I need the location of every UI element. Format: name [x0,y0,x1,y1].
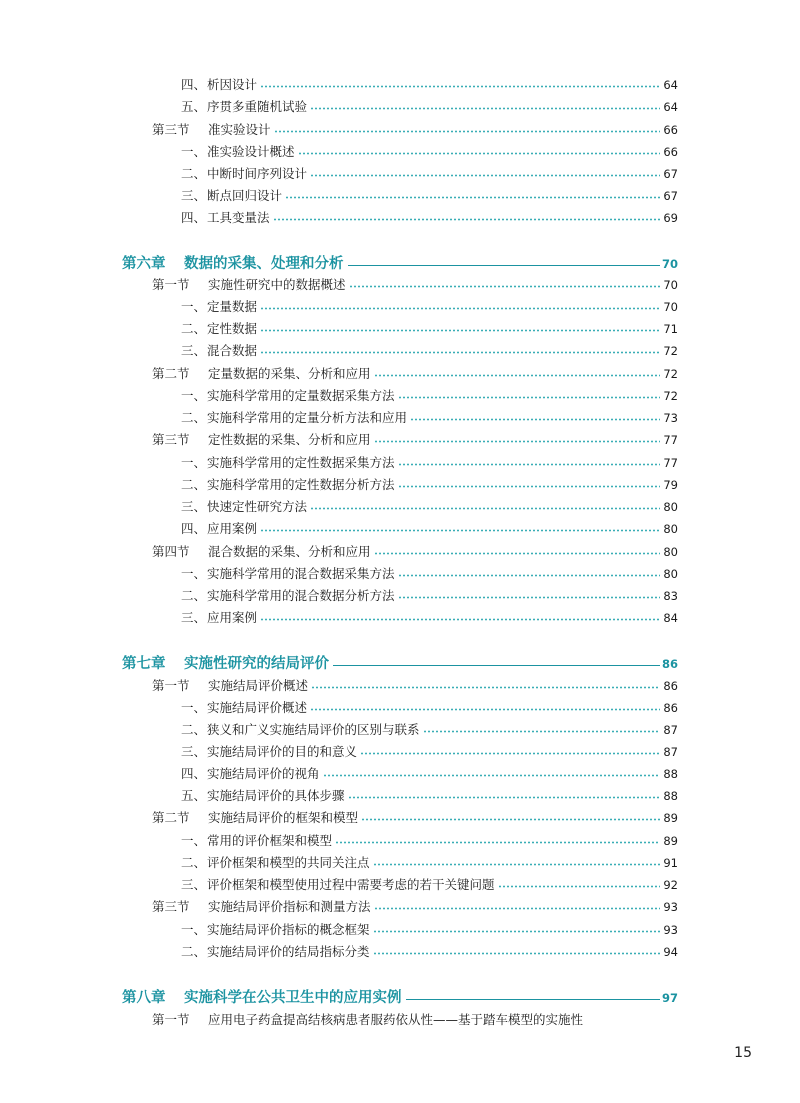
toc-number: 第八章 [122,990,166,1006]
toc-title: 定性数据的采集、分析和应用 [208,432,371,447]
toc-item[interactable] [181,452,678,474]
toc-leader-dots [374,907,661,910]
toc-item[interactable] [181,607,678,629]
toc-page-number: 97 [661,991,678,1005]
toc-leader-dots [260,307,660,310]
toc-leader-dots [361,818,660,821]
toc-leader-dots [310,174,660,177]
toc-leader-dots [273,218,661,221]
toc-page-number: 93 [663,900,678,914]
toc-item[interactable] [181,141,678,163]
toc-title: 实施结局评价概述 [207,700,308,715]
toc-number: 一、 [181,455,207,470]
toc-title: 实施结局评价指标和测量方法 [208,899,371,914]
toc-number: 第三节 [152,899,190,914]
toc-page-number: 66 [663,123,678,137]
toc-number: 第三节 [152,122,190,137]
toc-number: 第四节 [152,544,190,559]
toc-leader-dots [348,265,660,266]
toc-number: 二、 [181,944,207,959]
toc-page-number: 86 [661,657,678,671]
toc-number: 二、 [181,588,207,603]
toc-title: 实施科学常用的定性数据采集方法 [207,455,395,470]
toc-page-number: 77 [663,456,678,470]
toc-item[interactable] [181,318,678,340]
toc-item[interactable] [181,741,678,763]
toc-leader-dots [374,552,661,555]
page-number: 15 [734,1045,752,1061]
toc-item[interactable] [181,185,678,207]
toc-title: 定量数据 [207,299,258,314]
toc-title: 评价框架和模型使用过程中需要考虑的若干关键问题 [207,877,495,892]
toc-number: 第二节 [152,810,190,825]
toc-page-number: 83 [663,589,678,603]
toc-number: 三、 [181,877,207,892]
toc-number: 第二节 [152,366,190,381]
toc-number: 三、 [181,499,207,514]
toc-title: 实施科学常用的定性数据分析方法 [207,477,395,492]
toc-title: 实施结局评价的框架和模型 [208,810,359,825]
toc-page-number: 80 [663,500,678,514]
toc-page-number: 92 [663,878,678,892]
toc-leader-dots [333,665,660,666]
toc-page-number: 80 [663,567,678,581]
toc-leader-dots [260,85,660,88]
toc-leader-dots [323,774,661,777]
toc-title: 实施科学在公共卫生中的应用实例 [184,990,402,1006]
toc-leader-dots [260,351,660,354]
toc-leader-dots [310,107,660,110]
toc-leader-dots [374,374,661,377]
toc-item[interactable] [181,518,678,540]
toc-number: 四、 [181,77,207,92]
toc-item[interactable] [181,852,678,874]
toc-item[interactable] [181,697,678,719]
toc-page-number: 70 [663,278,678,292]
toc-title: 准实验设计概述 [207,144,295,159]
toc-title: 实施科学常用的定量数据采集方法 [207,388,395,403]
toc-page-number: 69 [663,211,678,225]
toc-number: 四、 [181,210,207,225]
toc-section[interactable] [152,807,678,829]
toc-page-number: 89 [663,811,678,825]
toc-page-number: 89 [663,834,678,848]
toc-item[interactable] [181,163,678,185]
toc-leader-dots [423,730,661,733]
toc-section[interactable] [152,429,678,451]
toc-title: 应用案例 [207,521,258,536]
toc-number: 三、 [181,744,207,759]
toc-title: 序贯多重随机试验 [207,99,308,114]
toc-leader-dots [406,999,660,1000]
toc-page-number: 70 [663,300,678,314]
toc-chapter[interactable] [122,651,678,677]
toc-leader-dots [410,418,660,421]
toc-page-number: 84 [663,611,678,625]
toc-number: 一、 [181,566,207,581]
toc-page-number: 64 [663,78,678,92]
toc-page-number: 91 [663,856,678,870]
toc-page-number: 86 [663,679,678,693]
toc-page-number: 87 [663,745,678,759]
toc-number: 二、 [181,855,207,870]
toc-leader-dots [260,529,660,532]
toc-leader-dots [398,396,661,399]
toc-leader-dots [349,285,661,288]
toc-title: 实施结局评价概述 [208,678,309,693]
toc-page-number: 72 [663,344,678,358]
toc-leader-dots [310,507,660,510]
toc-title: 快速定性研究方法 [207,499,308,514]
toc-item[interactable] [181,785,678,807]
toc-number: 第三节 [152,432,190,447]
toc-title: 实施科学常用的混合数据分析方法 [207,588,395,603]
toc-page-number: 73 [663,411,678,425]
toc-leader-dots [398,463,661,466]
toc-title: 应用案例 [207,610,258,625]
toc-number: 第一节 [152,678,190,693]
toc-number: 三、 [181,188,207,203]
toc-leader-dots [348,796,661,799]
toc-title: 中断时间序列设计 [207,166,308,181]
toc-number: 二、 [181,477,207,492]
toc-section[interactable] [152,675,678,697]
toc-item[interactable] [181,874,678,896]
toc-item[interactable] [181,296,678,318]
toc-title: 常用的评价框架和模型 [207,833,333,848]
toc-number: 二、 [181,321,207,336]
toc-leader-dots [398,574,661,577]
toc-page-number: 94 [663,945,678,959]
toc-chapter[interactable] [122,985,678,1011]
toc-title: 定性数据 [207,321,258,336]
toc-leader-dots [360,752,660,755]
toc-number: 五、 [181,788,207,803]
toc-number: 第七章 [122,656,166,672]
toc-section[interactable] [152,119,678,141]
toc-title: 断点回归设计 [207,188,283,203]
toc-number: 一、 [181,833,207,848]
toc-leader-dots [398,596,661,599]
toc-page-number: 86 [663,701,678,715]
toc-page-number: 72 [663,389,678,403]
toc-number: 一、 [181,922,207,937]
toc-page-number: 80 [663,522,678,536]
toc-leader-dots [374,440,661,443]
toc-title: 实施结局评价的结局指标分类 [207,944,370,959]
toc-title: 实施性研究中的数据概述 [208,277,346,292]
toc-number: 二、 [181,166,207,181]
toc-item[interactable] [181,385,678,407]
toc-number: 一、 [181,144,207,159]
toc-title: 析因设计 [207,77,258,92]
toc-page-number: 77 [663,433,678,447]
toc-title: 数据的采集、处理和分析 [184,256,344,272]
toc-title: 狭义和广义实施结局评价的区别与联系 [207,722,420,737]
toc-number: 三、 [181,343,207,358]
toc-item[interactable] [181,474,678,496]
toc-item[interactable] [181,563,678,585]
toc-item[interactable] [181,585,678,607]
toc-title: 工具变量法 [207,210,270,225]
toc-leader-dots [310,708,660,711]
toc-leader-dots [274,130,661,133]
toc-title: 定量数据的采集、分析和应用 [208,366,371,381]
toc-item[interactable] [181,496,678,518]
toc-number: 二、 [181,722,207,737]
toc-title: 应用电子药盒提高结核病患者服药依从性——基于踏车模型的实施性 [208,1012,584,1027]
toc-page-number: 67 [663,189,678,203]
toc-title: 实施结局评价指标的概念框架 [207,922,370,937]
toc-section[interactable] [152,1009,650,1031]
toc-item[interactable] [181,719,678,741]
toc-leader-dots [373,952,661,955]
toc-leader-dots [373,863,661,866]
toc-page-number: 64 [663,100,678,114]
toc-item[interactable] [181,919,678,941]
toc-section[interactable] [152,541,678,563]
toc-leader-dots [311,686,660,689]
toc-number: 第一节 [152,1012,190,1027]
toc-item[interactable] [181,941,678,963]
toc-item[interactable] [181,763,678,785]
toc-leader-dots [498,885,661,888]
toc-item[interactable] [181,830,678,852]
toc-title: 评价框架和模型的共同关注点 [207,855,370,870]
toc-number: 三、 [181,610,207,625]
toc-title: 实施性研究的结局评价 [184,656,329,672]
toc-title: 实施结局评价的视角 [207,766,320,781]
toc-leader-dots [373,930,661,933]
toc-title: 实施科学常用的定量分析方法和应用 [207,410,408,425]
toc-section[interactable] [152,274,678,296]
toc-leader-dots [398,485,661,488]
toc-number: 一、 [181,700,207,715]
toc-page-number: 80 [663,545,678,559]
toc-title: 实施科学常用的混合数据采集方法 [207,566,395,581]
toc-item[interactable] [181,407,678,429]
toc-number: 第六章 [122,256,166,272]
toc-page-number: 70 [661,257,678,271]
toc-number: 二、 [181,410,207,425]
toc-title: 准实验设计 [208,122,271,137]
toc-page-number: 71 [663,322,678,336]
toc-number: 四、 [181,521,207,536]
toc-leader-dots [298,152,661,155]
toc-page-number: 79 [663,478,678,492]
toc-title: 实施结局评价的目的和意义 [207,744,358,759]
toc-section[interactable] [152,363,678,385]
toc-page-number: 66 [663,145,678,159]
toc-item[interactable] [181,74,678,96]
toc-leader-dots [260,618,660,621]
toc-number: 一、 [181,299,207,314]
toc-number: 第一节 [152,277,190,292]
toc-item[interactable] [181,340,678,362]
toc-leader-dots [285,196,660,199]
toc-number: 四、 [181,766,207,781]
toc-number: 五、 [181,99,207,114]
toc-page-number: 72 [663,367,678,381]
toc-leader-dots [335,841,660,844]
toc-title: 实施结局评价的具体步骤 [207,788,345,803]
toc-page-number: 67 [663,167,678,181]
toc-item[interactable] [181,207,678,229]
toc-page-number: 88 [663,767,678,781]
toc-page-number: 88 [663,789,678,803]
toc-number: 一、 [181,388,207,403]
toc-title: 混合数据 [207,343,258,358]
toc-page-number: 93 [663,923,678,937]
toc-leader-dots [260,329,660,332]
toc-title: 混合数据的采集、分析和应用 [208,544,371,559]
toc-section[interactable] [152,896,678,918]
toc-page-number: 87 [663,723,678,737]
toc-item[interactable] [181,96,678,118]
